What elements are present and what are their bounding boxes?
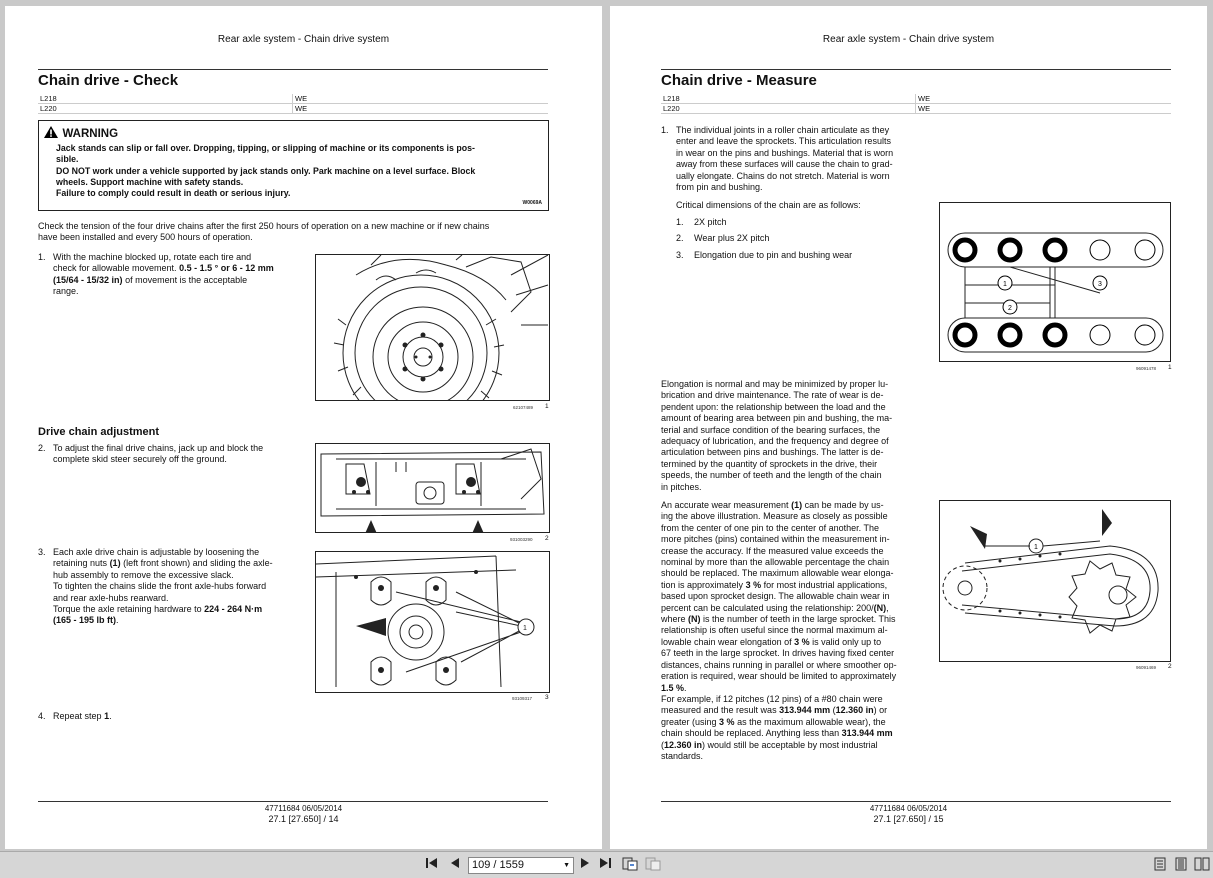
forward-view-icon: [645, 857, 661, 871]
model-table: [38, 94, 548, 114]
dim-item: 1. 2X pitch: [676, 217, 727, 227]
footer-rule: [661, 801, 1171, 802]
measure-step-1: 1. The individual joints in a roller chain articulate as they enter and leave the sprockets. This articulation results in wear on the pins and bushings. Material that is worn away from these surfaces will cause the chain to grad- ually elongate. Chains do not stretch. Material is worn from pin and bushing.: [661, 125, 894, 193]
chain-dimensions-figure: [939, 202, 1171, 362]
chassis-illustration: [316, 444, 549, 532]
single-page-view-button[interactable]: [1154, 857, 1166, 874]
step-3: 3. Each axle drive chain is adjustable by loosening the retaining nuts (1) (left front shown) and sliding the axle- hub assembly to remove the excessive slack. To tighten the chains slide the front axle-hubs forward and rear axle-hubs rearward. Torque the axle retaining hardware to 224 - 264 N·m (165 - 195 lb ft).: [38, 547, 273, 626]
intro-paragraph: Check the tension of the four drive chains after the first 250 hours of operation on a new machine or if new chains have been installed and every 500 hours of operation.: [38, 221, 490, 243]
callout-1: 1: [523, 625, 527, 632]
callout-2: 2: [1008, 305, 1012, 312]
arrow-icon: [471, 520, 485, 532]
dim-item: 3. Elongation due to pin and bushing wear: [676, 250, 853, 260]
forward-view-button[interactable]: [645, 857, 661, 874]
figure-code: 96091478: [1136, 366, 1157, 371]
header-rule: [38, 69, 548, 70]
footer-page-ref: 27.1 [27.650] / 15: [873, 814, 944, 824]
continuous-page-icon: [1175, 857, 1187, 871]
figure-number: 2: [1168, 663, 1172, 670]
warning-title: WARNING: [62, 128, 119, 140]
critical-dimensions-intro: Critical dimensions of the chain are as follows:: [676, 200, 861, 210]
drive-chain-adjustment-heading: Drive chain adjustment: [38, 426, 160, 438]
example-paragraph: For example, if 12 pitches (12 pins) of a #80 chain were measured and the result was 313.944 mm (12.360 in) or greater (using 3 % as the maximum allowable wear), the chain should be replaced. Anything less than 313.944 mm (12.360 in) would still be acceptable by most industrial standards.: [661, 694, 893, 762]
model-table: [661, 94, 1171, 114]
figure-code: 931003290: [510, 537, 533, 542]
sprocket-chain-figure: [939, 500, 1171, 662]
arrow-icon: [356, 618, 386, 636]
left-page-title: Chain drive - Check: [38, 72, 179, 89]
arrow-icon: [364, 520, 378, 532]
right-page: [610, 6, 1207, 849]
continuous-view-button[interactable]: [1175, 857, 1187, 874]
back-view-icon: [622, 857, 638, 871]
figure-number: 2: [545, 535, 549, 542]
axle-hub-figure: [315, 551, 550, 693]
figure-number: 1: [1168, 364, 1172, 371]
chevron-down-icon: ▼: [563, 862, 570, 869]
first-page-icon: [426, 857, 438, 869]
left-page-header: Rear axle system - Chain drive system: [217, 34, 390, 45]
figure-code: 93109317: [512, 696, 533, 701]
warning-box: [38, 120, 549, 211]
sprocket-chain-illustration: [940, 501, 1170, 661]
table-row: L220 WE: [661, 104, 1171, 114]
wear-measurement-paragraph: An accurate wear measurement (1) can be made by us- ing the above illustration. Measure as closely as possible from the center of one pin to the center of another. The more pitches (pins) contained within the measurement in- crease the accuracy. If the measured value exceeds the nominal by more than the allowable percentage the chain should be replaced. The maximum allowable wear elonga- tion is approximately 3 % for most industrial applications, based upon sprocket design. The allowable chain wear in percent can be calculated using the relationship: 200/(N), where (N) is the number of teeth in the large sprocket. This relationship is often useful since the normal maximum al- lowable chain wear elongation of 3 % is valid only up to 67 teeth in the large sprocket. In drives having fixed center distances, chains running in parallel or where smoother op- eration is required, wear should be limited to approximately 1.5 %.: [661, 500, 897, 693]
chain-links-illustration: [940, 203, 1170, 361]
table-row: L218 WE: [38, 94, 548, 104]
footer-doc-id: 47711684 06/05/2014: [264, 804, 343, 813]
prev-page-button[interactable]: [450, 857, 460, 872]
facing-view-button[interactable]: [1194, 857, 1210, 874]
facing-pages-icon: [1194, 857, 1210, 871]
step-1: 1. With the machine blocked up, rotate each tire and check for allowable movement. 0.5 - 1.5 ° or 6 - 12 mm (15/64 - 15/32 in) of movement is the acceptable range.: [38, 252, 274, 297]
right-page-title: Chain drive - Measure: [661, 72, 817, 89]
prev-page-icon: [450, 857, 460, 869]
callout-1: 1: [1034, 544, 1038, 551]
next-page-button[interactable]: [580, 857, 590, 872]
dim-item: 2. Wear plus 2X pitch: [676, 233, 770, 243]
step-4: 4. Repeat step 1.: [38, 711, 112, 721]
footer-page-ref: 27.1 [27.650] / 14: [268, 814, 339, 824]
callout-3: 3: [1098, 281, 1102, 288]
page-number-value: 109 / 1559: [472, 859, 524, 871]
warning-header: [44, 124, 118, 142]
header-rule: [661, 69, 1171, 70]
callout-1: 1: [1003, 281, 1007, 288]
arrow-icon: [1102, 509, 1112, 536]
step-2: 2. To adjust the final drive chains, jack up and block the complete skid steer securely off the ground.: [38, 443, 264, 465]
elongation-paragraph: Elongation is normal and may be minimized by proper lu- brication and drive maintenance. The rate of wear is de- pendent upon: the relationship between the load and the amount of bearing area between pin and bushing, the ma- terial and surface condition of the bearing surfaces, the adequacy of lubrication, and the frequency and degree of articulation between pins and bushings. The latter is de- termined by the quantity of sprockets in the drive, their speeds, the number of teeth and the length of the chain in pitches.: [661, 379, 893, 492]
footer-rule: [38, 801, 548, 802]
figure-number: 3: [545, 694, 549, 701]
arrow-icon: [970, 526, 987, 549]
table-row: L220 WE: [38, 104, 548, 114]
warning-code: W0069A: [522, 200, 542, 206]
axle-hub-illustration: [316, 552, 549, 692]
wheel-figure: [315, 254, 550, 401]
warning-triangle-icon: [44, 126, 58, 138]
figure-code: 96091469: [1136, 665, 1157, 670]
footer-doc-id: 47711684 06/05/2014: [869, 804, 948, 813]
last-page-button[interactable]: [599, 857, 611, 872]
figure-code: 62107489: [513, 405, 534, 410]
wheel-illustration: [316, 255, 549, 400]
figure-number: 1: [545, 403, 549, 410]
single-page-icon: [1154, 857, 1166, 871]
table-row: L218 WE: [661, 94, 1171, 104]
last-page-icon: [599, 857, 611, 869]
left-page: [5, 6, 602, 849]
skid-steer-figure: [315, 443, 550, 533]
bottom-toolbar: [0, 851, 1213, 878]
right-page-header: Rear axle system - Chain drive system: [822, 34, 995, 45]
back-view-button[interactable]: [622, 857, 638, 874]
first-page-button[interactable]: [426, 857, 438, 872]
warning-text: Jack stands can slip or fall over. Dropping, tipping, or slipping of machine or its components is pos- sible. DO NOT work under a vehicle supported by jack stands only. Park machine on a level surface. Block wheels. Support machine with safety stands. Failure to comply could result in death or serious injury.: [56, 143, 476, 199]
page-number-select[interactable]: [468, 857, 574, 874]
next-page-icon: [580, 857, 590, 869]
